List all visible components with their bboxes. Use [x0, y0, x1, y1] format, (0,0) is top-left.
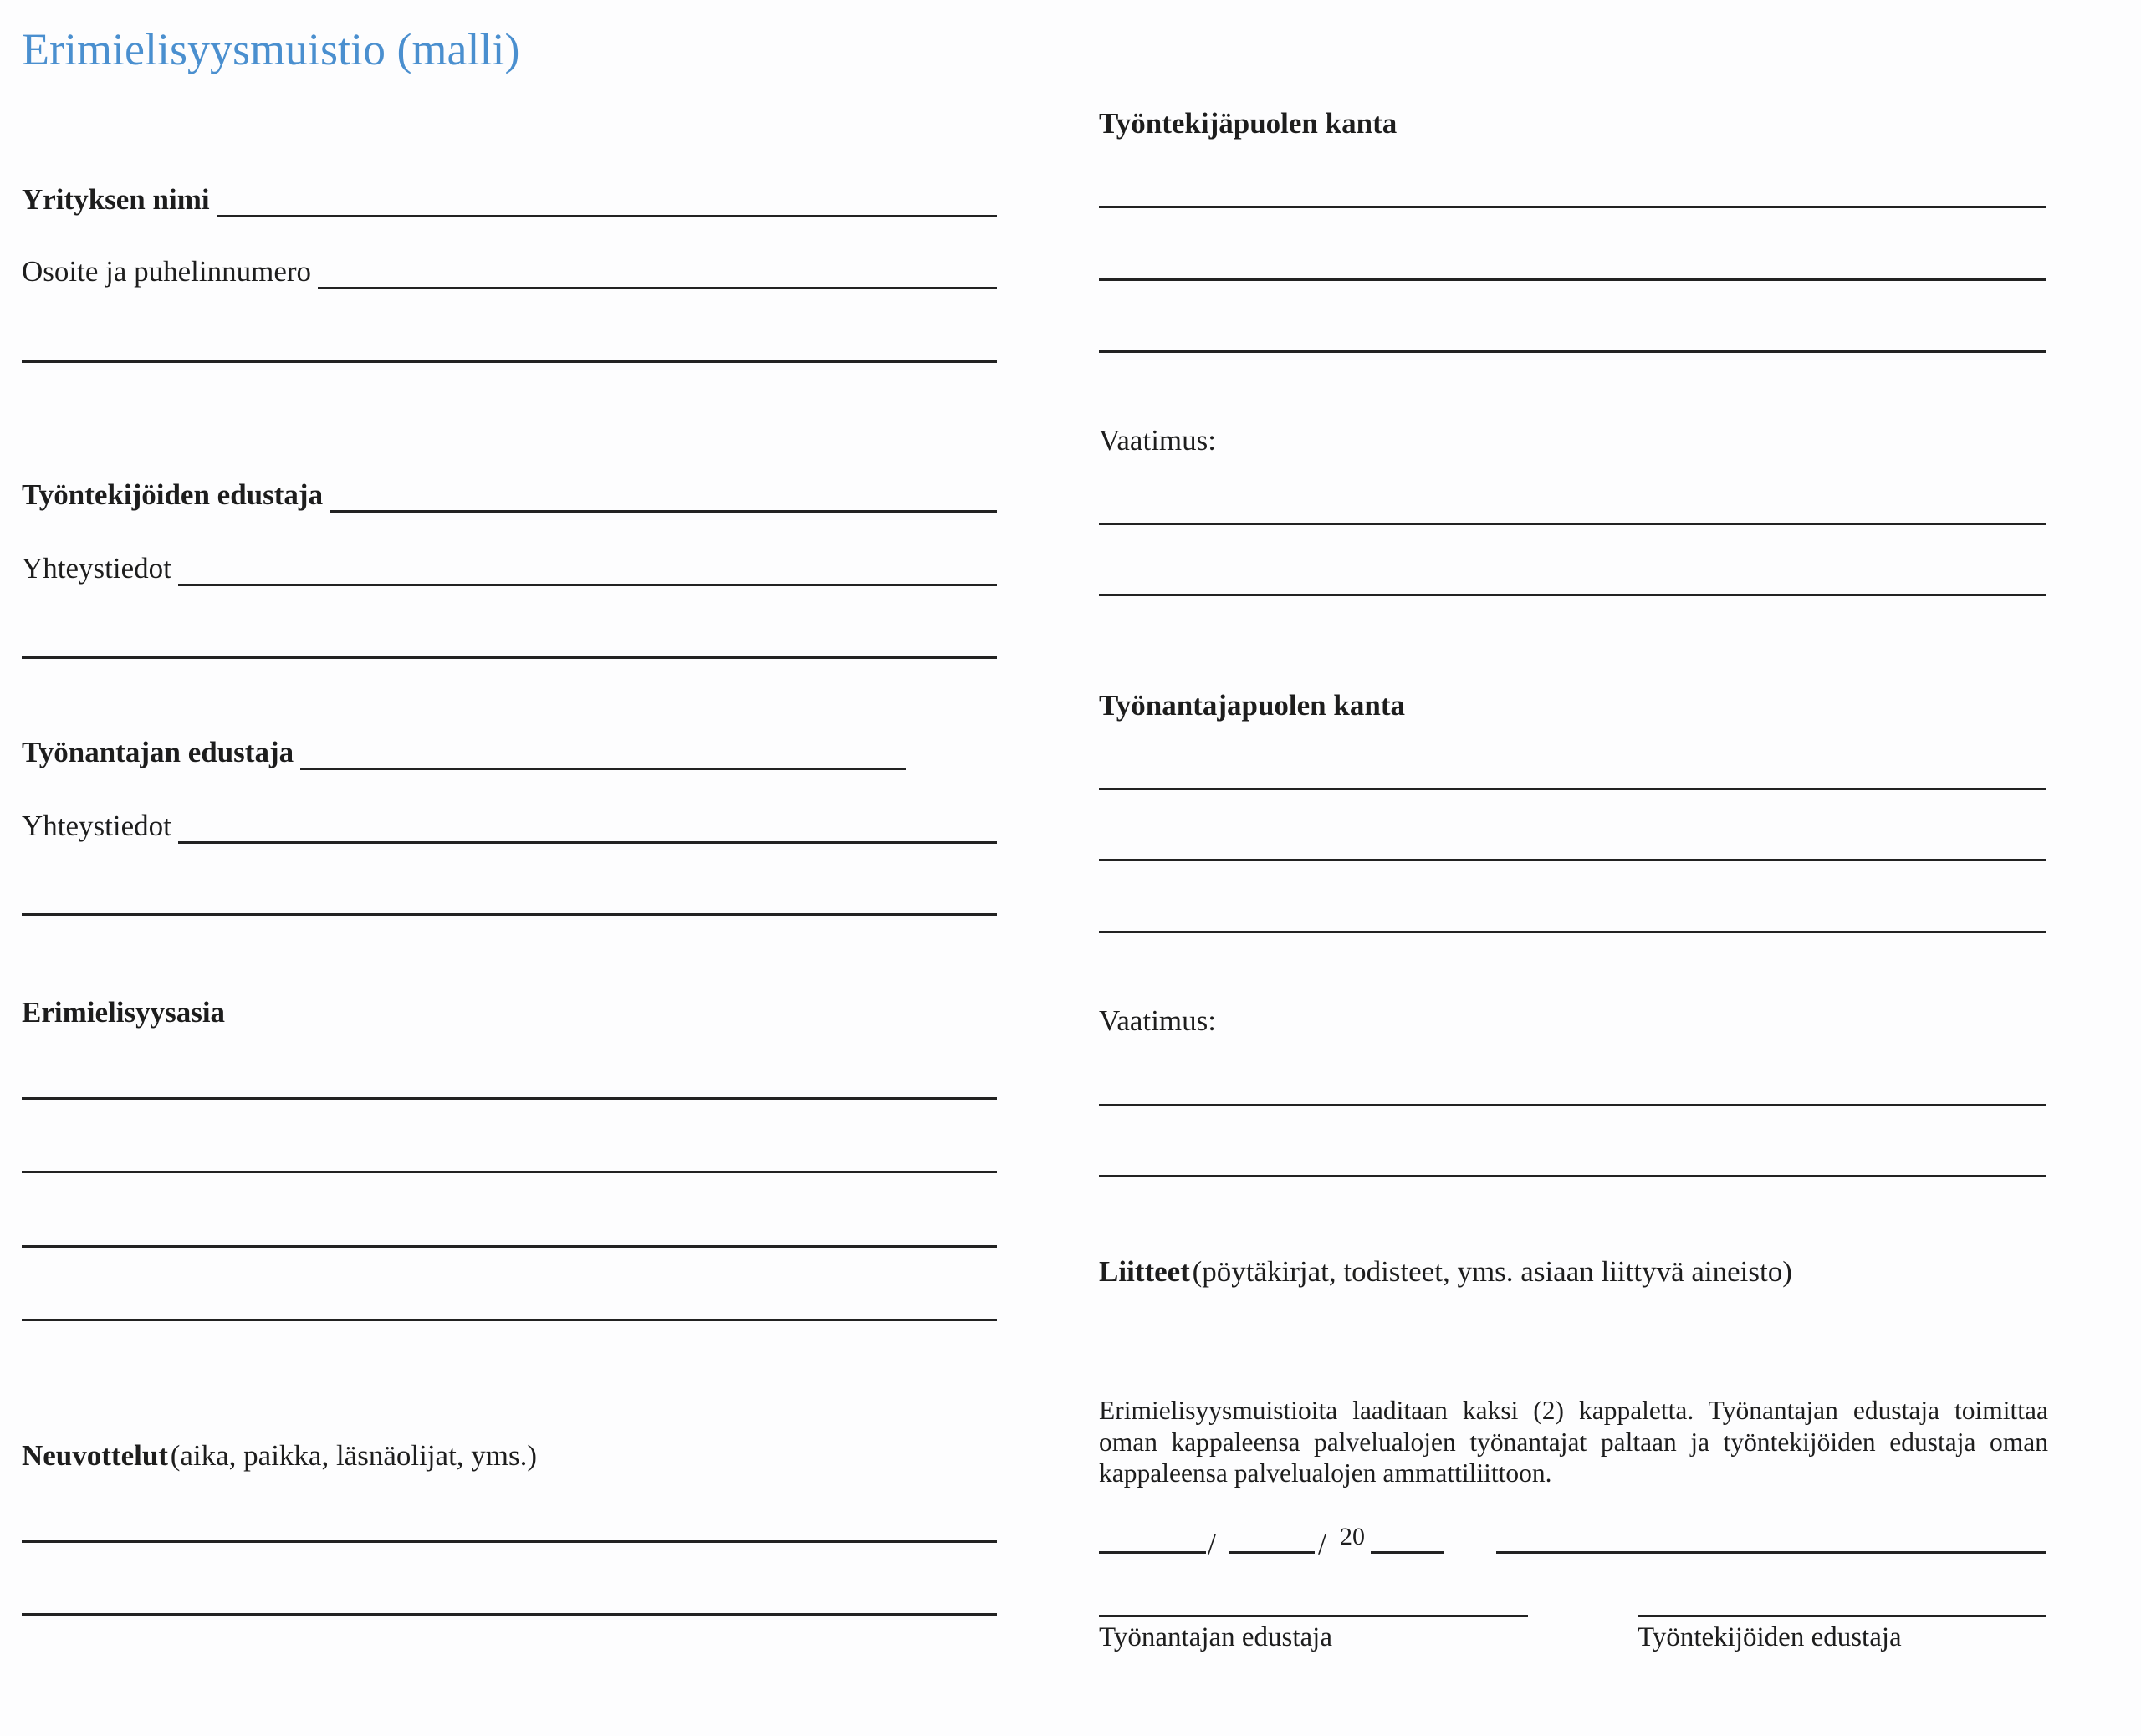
employee-rep-field[interactable] — [330, 510, 997, 513]
employer-rep-contact-row — [22, 807, 997, 844]
date-day-field[interactable] — [1099, 1551, 1206, 1554]
date-year-field[interactable] — [1371, 1551, 1444, 1554]
place-field[interactable] — [1496, 1551, 2046, 1554]
dispute-line[interactable] — [22, 1171, 997, 1173]
copies-note: Erimielisyysmuistioita laaditaan kaksi (2) kappaletta. Työnantajan edustaja toimittaa oman kappaleensa palvelualojen työnantajat paltaan ja työntekijöiden edustaja oman kappaleensa palvelualojen ammattiliittoon. — [1099, 1396, 2048, 1488]
employer-demand-label: Vaatimus: — [1099, 1004, 1216, 1037]
date-century: 20 — [1340, 1523, 1365, 1550]
negotiations-hint: (aika, paikka, läsnäolijat, yms.) — [170, 1439, 538, 1472]
employee-rep-contact-label: Yhteystiedot — [22, 552, 171, 585]
attachments-heading — [1099, 1257, 1792, 1286]
negotiations-line[interactable] — [22, 1613, 997, 1616]
employer-rep-contact-field[interactable] — [178, 841, 997, 844]
employee-position-label: Työntekijäpuolen kanta — [1099, 107, 1398, 140]
employee-demand-line[interactable] — [1099, 594, 2046, 596]
employer-rep-field[interactable] — [300, 768, 906, 770]
dispute-line[interactable] — [22, 1319, 997, 1321]
employee-position-line[interactable] — [1099, 278, 2046, 281]
employer-rep-label: Työnantajan edustaja — [22, 736, 294, 768]
employee-signature-line[interactable] — [1638, 1615, 2046, 1617]
employer-position-label: Työnantajapuolen kanta — [1099, 689, 1405, 722]
employer-position-line[interactable] — [1099, 859, 2046, 861]
employee-rep-row — [22, 476, 997, 513]
employee-position-line[interactable] — [1099, 206, 2046, 208]
employer-demand-line[interactable] — [1099, 1104, 2046, 1106]
employee-demand-line[interactable] — [1099, 523, 2046, 525]
address-phone-field[interactable] — [318, 287, 997, 289]
address-phone-label: Osoite ja puhelinnumero — [22, 255, 312, 288]
address-phone-row — [22, 253, 997, 289]
address-phone-field-extra[interactable] — [22, 360, 997, 363]
date-separator: / — [1208, 1527, 1217, 1560]
negotiations-heading — [22, 1441, 537, 1470]
company-name-label: Yrityksen nimi — [22, 183, 210, 216]
employer-rep-contact-label: Yhteystiedot — [22, 809, 171, 842]
employee-demand-label: Vaatimus: — [1099, 424, 1216, 457]
employee-position-line[interactable] — [1099, 350, 2046, 353]
attachments-label: Liitteet — [1099, 1255, 1190, 1288]
negotiations-line[interactable] — [22, 1540, 997, 1543]
employee-rep-contact-field[interactable] — [178, 584, 997, 586]
company-name-field[interactable] — [217, 215, 997, 217]
employee-rep-contact-field-extra[interactable] — [22, 656, 997, 659]
employer-rep-row — [22, 733, 906, 770]
date-field — [1099, 1523, 1459, 1560]
dispute-line[interactable] — [22, 1097, 997, 1100]
employer-position-line[interactable] — [1099, 931, 2046, 933]
dispute-line[interactable] — [22, 1245, 997, 1248]
date-month-field[interactable] — [1229, 1551, 1315, 1554]
employer-demand-line[interactable] — [1099, 1175, 2046, 1177]
negotiations-label: Neuvottelut — [22, 1439, 168, 1472]
employee-rep-contact-row — [22, 549, 997, 586]
page-title: Erimielisyysmuistio (malli) — [22, 24, 520, 74]
dispute-label: Erimielisyysasia — [22, 996, 226, 1029]
date-separator: / — [1318, 1527, 1327, 1560]
employee-signature-label: Työntekijöiden edustaja — [1638, 1622, 1902, 1652]
employer-signature-line[interactable] — [1099, 1615, 1528, 1617]
employer-rep-contact-field-extra[interactable] — [22, 913, 997, 916]
employee-rep-label: Työntekijöiden edustaja — [22, 478, 324, 511]
attachments-hint: (pöytäkirjat, todisteet, yms. asiaan liittyvä aineisto) — [1192, 1255, 1792, 1288]
employer-signature-label: Työnantajan edustaja — [1099, 1622, 1333, 1652]
company-name-row — [22, 181, 997, 217]
employer-position-line[interactable] — [1099, 788, 2046, 790]
